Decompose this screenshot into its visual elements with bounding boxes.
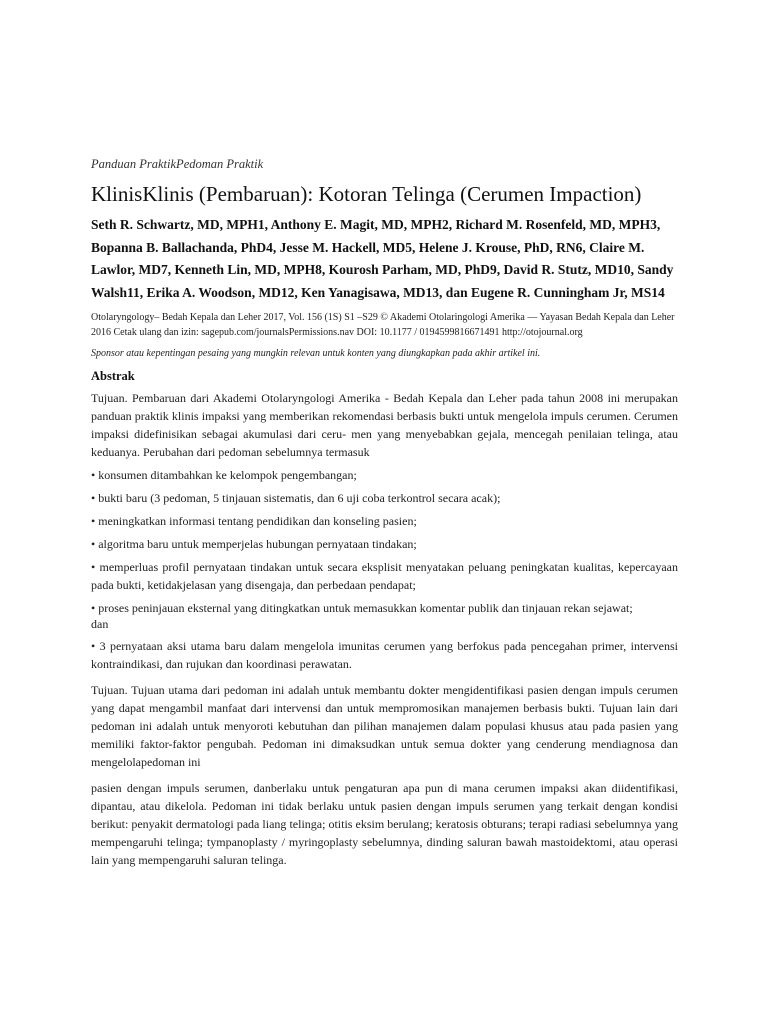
list-item: • bukti baru (3 pedoman, 5 tinjauan sistematis, dan 6 uji coba terkontrol secara acak); — [91, 491, 501, 505]
list-item: • konsumen ditambahkan ke kelompok pengembangan; — [91, 468, 357, 482]
list-connector: dan — [91, 617, 109, 631]
sponsor-note: Sponsor atau kepentingan pesaing yang mungkin relevan untuk konten yang diungkapkan pada akhir artikel ini. — [91, 348, 541, 359]
change-list — [91, 466, 678, 673]
list-item: • proses peninjauan eksternal yang ditingkatkan untuk memasukkan komentar publik dan tinjauan rekan sejawat; — [91, 601, 633, 615]
list-item: • algoritma baru untuk memperjelas hubungan pernyataan tindakan; — [91, 537, 417, 551]
list-item: • memperluas profil pernyataan tindakan untuk secara eksplisit menyatakan peluang peningkatan kualitas, kepercayaan pada bukti, ketidakjelasan yang disengaja, dan perbedaan pendapat; — [91, 560, 678, 592]
author-list: Seth R. Schwartz, MD, MPH1, Anthony E. Magit, MD, MPH2, Richard M. Rosenfeld, MD, MPH3, Bopanna B. Ballachanda, PhD4, Jesse M. Hackell, MD5, Helene J. Krouse, PhD, RN6, Claire M. Lawlor, MD7, Kenneth Lin, MD, MPH8, Kourosh Parham, MD, PhD9, David R. Stutz, MD10, Sandy Walsh11, Erika A. Woodson, MD12, Ken Yanagisawa, MD13, dan Eugene R. Cunningham Jr, MS14 — [91, 217, 674, 300]
list-item: • 3 pernyataan aksi utama baru dalam mengelola imunitas cerumen yang berfokus pada pencegahan primer, intervensi kontraindikasi, dan rujukan dan koordinasi perawatan. — [91, 639, 678, 671]
article-category: Panduan PraktikPedoman Praktik — [91, 157, 264, 171]
abstract-intro-paragraph: Tujuan. Pembaruan dari Akademi Otolaryngologi Amerika - Bedah Kepala dan Leher pada tahun 2008 ini merupakan panduan praktik klinis impaksi yang memberikan rekomendasi berbasis bukti untuk mengelola impuls cerumen. Cerumen impaksi didefinisikan sebagai akumulasi dari ceru- men yang menyebabkan gejala, mencegah penilaian telinga, atau keduanya. Perubahan dari pedoman sebelumnya termasuk — [91, 391, 678, 459]
abstract-heading: Abstrak — [91, 369, 135, 383]
list-item: • meningkatkan informasi tentang pendidikan dan konseling pasien; — [91, 514, 417, 528]
article-title: KlinisKlinis (Pembaruan): Kotoran Telinga (Cerumen Impaction) — [91, 182, 642, 206]
scope-paragraph: pasien dengan impuls serumen, danberlaku untuk pengaturan apa pun di mana cerumen impaksi akan diidentifikasi, dipantau, atau dikelola. Pedoman ini tidak berlaku untuk pasien dengan impuls serumen yang terkait dengan kondisi berikut: penyakit dermatologi pada liang telinga; otitis eksim berulang; keratosis obturans; terapi radiasi sebelumnya yang mempengaruhi telinga; tympanoplasty / myringoplasty sebelumnya, dinding saluran bawah mastoidektomi, atau operasi lain yang mempengaruhi saluran telinga. — [91, 781, 678, 867]
purpose-paragraph: Tujuan. Tujuan utama dari pedoman ini adalah untuk membantu dokter mengidentifikasi pasien dengan impuls cerumen yang dapat mengambil manfaat dari intervensi dan untuk mempromosikan manajemen berbasis bukti. Tujuan lain dari pedoman ini adalah untuk menyoroti kebutuhan dan pilihan manajemen dalam populasi khusus atau pada pasien yang memiliki faktor-faktor pengubah. Pedoman ini dimaksudkan untuk semua dokter yang cenderung mendiagnosa dan mengelolapedoman ini — [91, 683, 678, 769]
citation-info: Otolaryngology– Bedah Kepala dan Leher 2017, Vol. 156 (1S) S1 –S29 © Akademi Otolaringologi Amerika — Yayasan Bedah Kepala dan Leher 2016 Cetak ulang dan izin: sagepub.com/journalsPermissions.nav DOI: 10.1177 / 0194599816671491 http://otojournal.org — [91, 312, 675, 338]
